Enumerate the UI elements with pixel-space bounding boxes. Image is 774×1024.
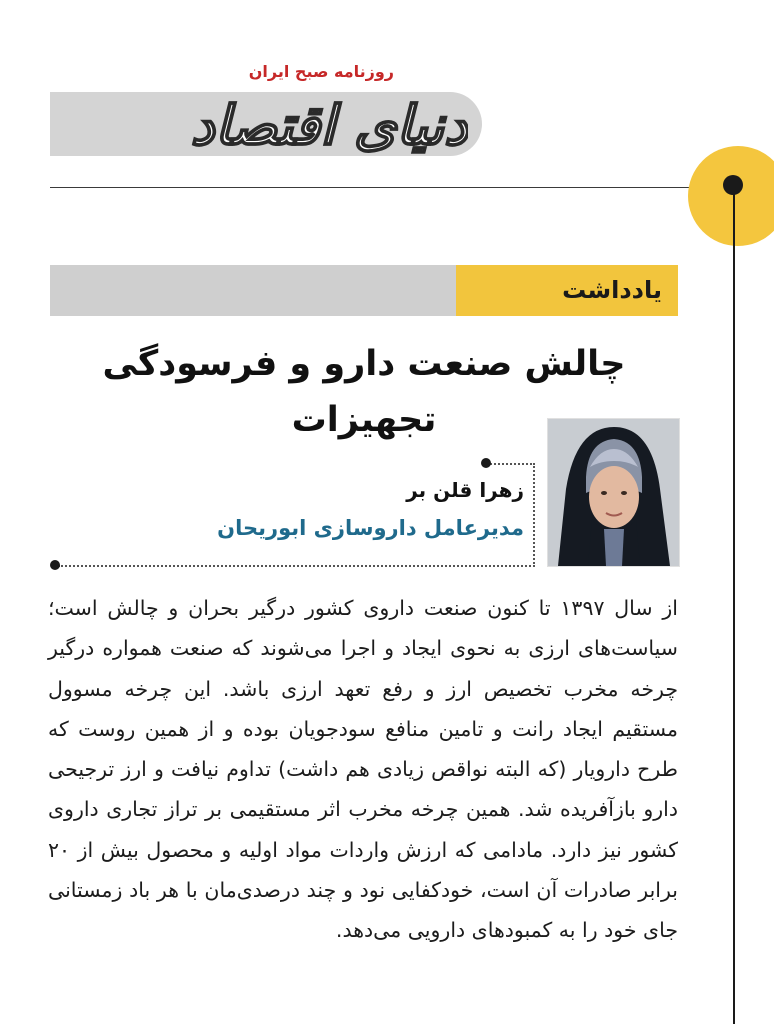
- author-divider: [58, 565, 535, 567]
- publisher-label: روزنامه صبح ایران: [248, 62, 394, 81]
- corner-decoration: [688, 146, 774, 246]
- author-divider-dot: [50, 560, 60, 570]
- column-rule: [733, 184, 735, 1024]
- section-label: یادداشت: [456, 265, 678, 316]
- author-name: زهرا قلن بر: [406, 478, 524, 502]
- newspaper-logo: دنیای اقتصاد: [190, 93, 468, 157]
- author-role: مدیرعامل داروسازی ابوریحان: [217, 516, 524, 540]
- article-headline: چالش صنعت دارو و فرسودگی تجهیزات: [102, 344, 626, 440]
- header-divider: [50, 187, 774, 188]
- article-body: از سال ۱۳۹۷ تا کنون صنعت داروی کشور درگیر بحران و چالش است؛ سیاست‌های ارزی به نحوی ایجاد و اجرا می‌شوند که صنعت همواره درگیر چرخه مخرب تخصیص ارز و رفع تعهد ارزی باشد. این چرخه مسوول مستقیم ایجاد رانت و تامین منافع سودجویان بوده و از همین روست که طرح دارویار (که البته نواقص زیادی هم داشت) تداوم نیافت و ارز ترجیحی دارو بازآفریده شد. همین چرخه مخرب اثر مستقیمی بر تراز تجاری داروی کشور نیز دارد. مادامی که ارزش واردات مواد اولیه و محصول بیش از ۲۰ برابر صادرات آن است، خودکفایی نود و چند درصدی‌مان با هر باد زمستانی جای خود را به کمبودهای دارویی می‌دهد.: [48, 596, 678, 943]
- author-photo: [547, 418, 680, 567]
- author-bullet: [481, 458, 491, 468]
